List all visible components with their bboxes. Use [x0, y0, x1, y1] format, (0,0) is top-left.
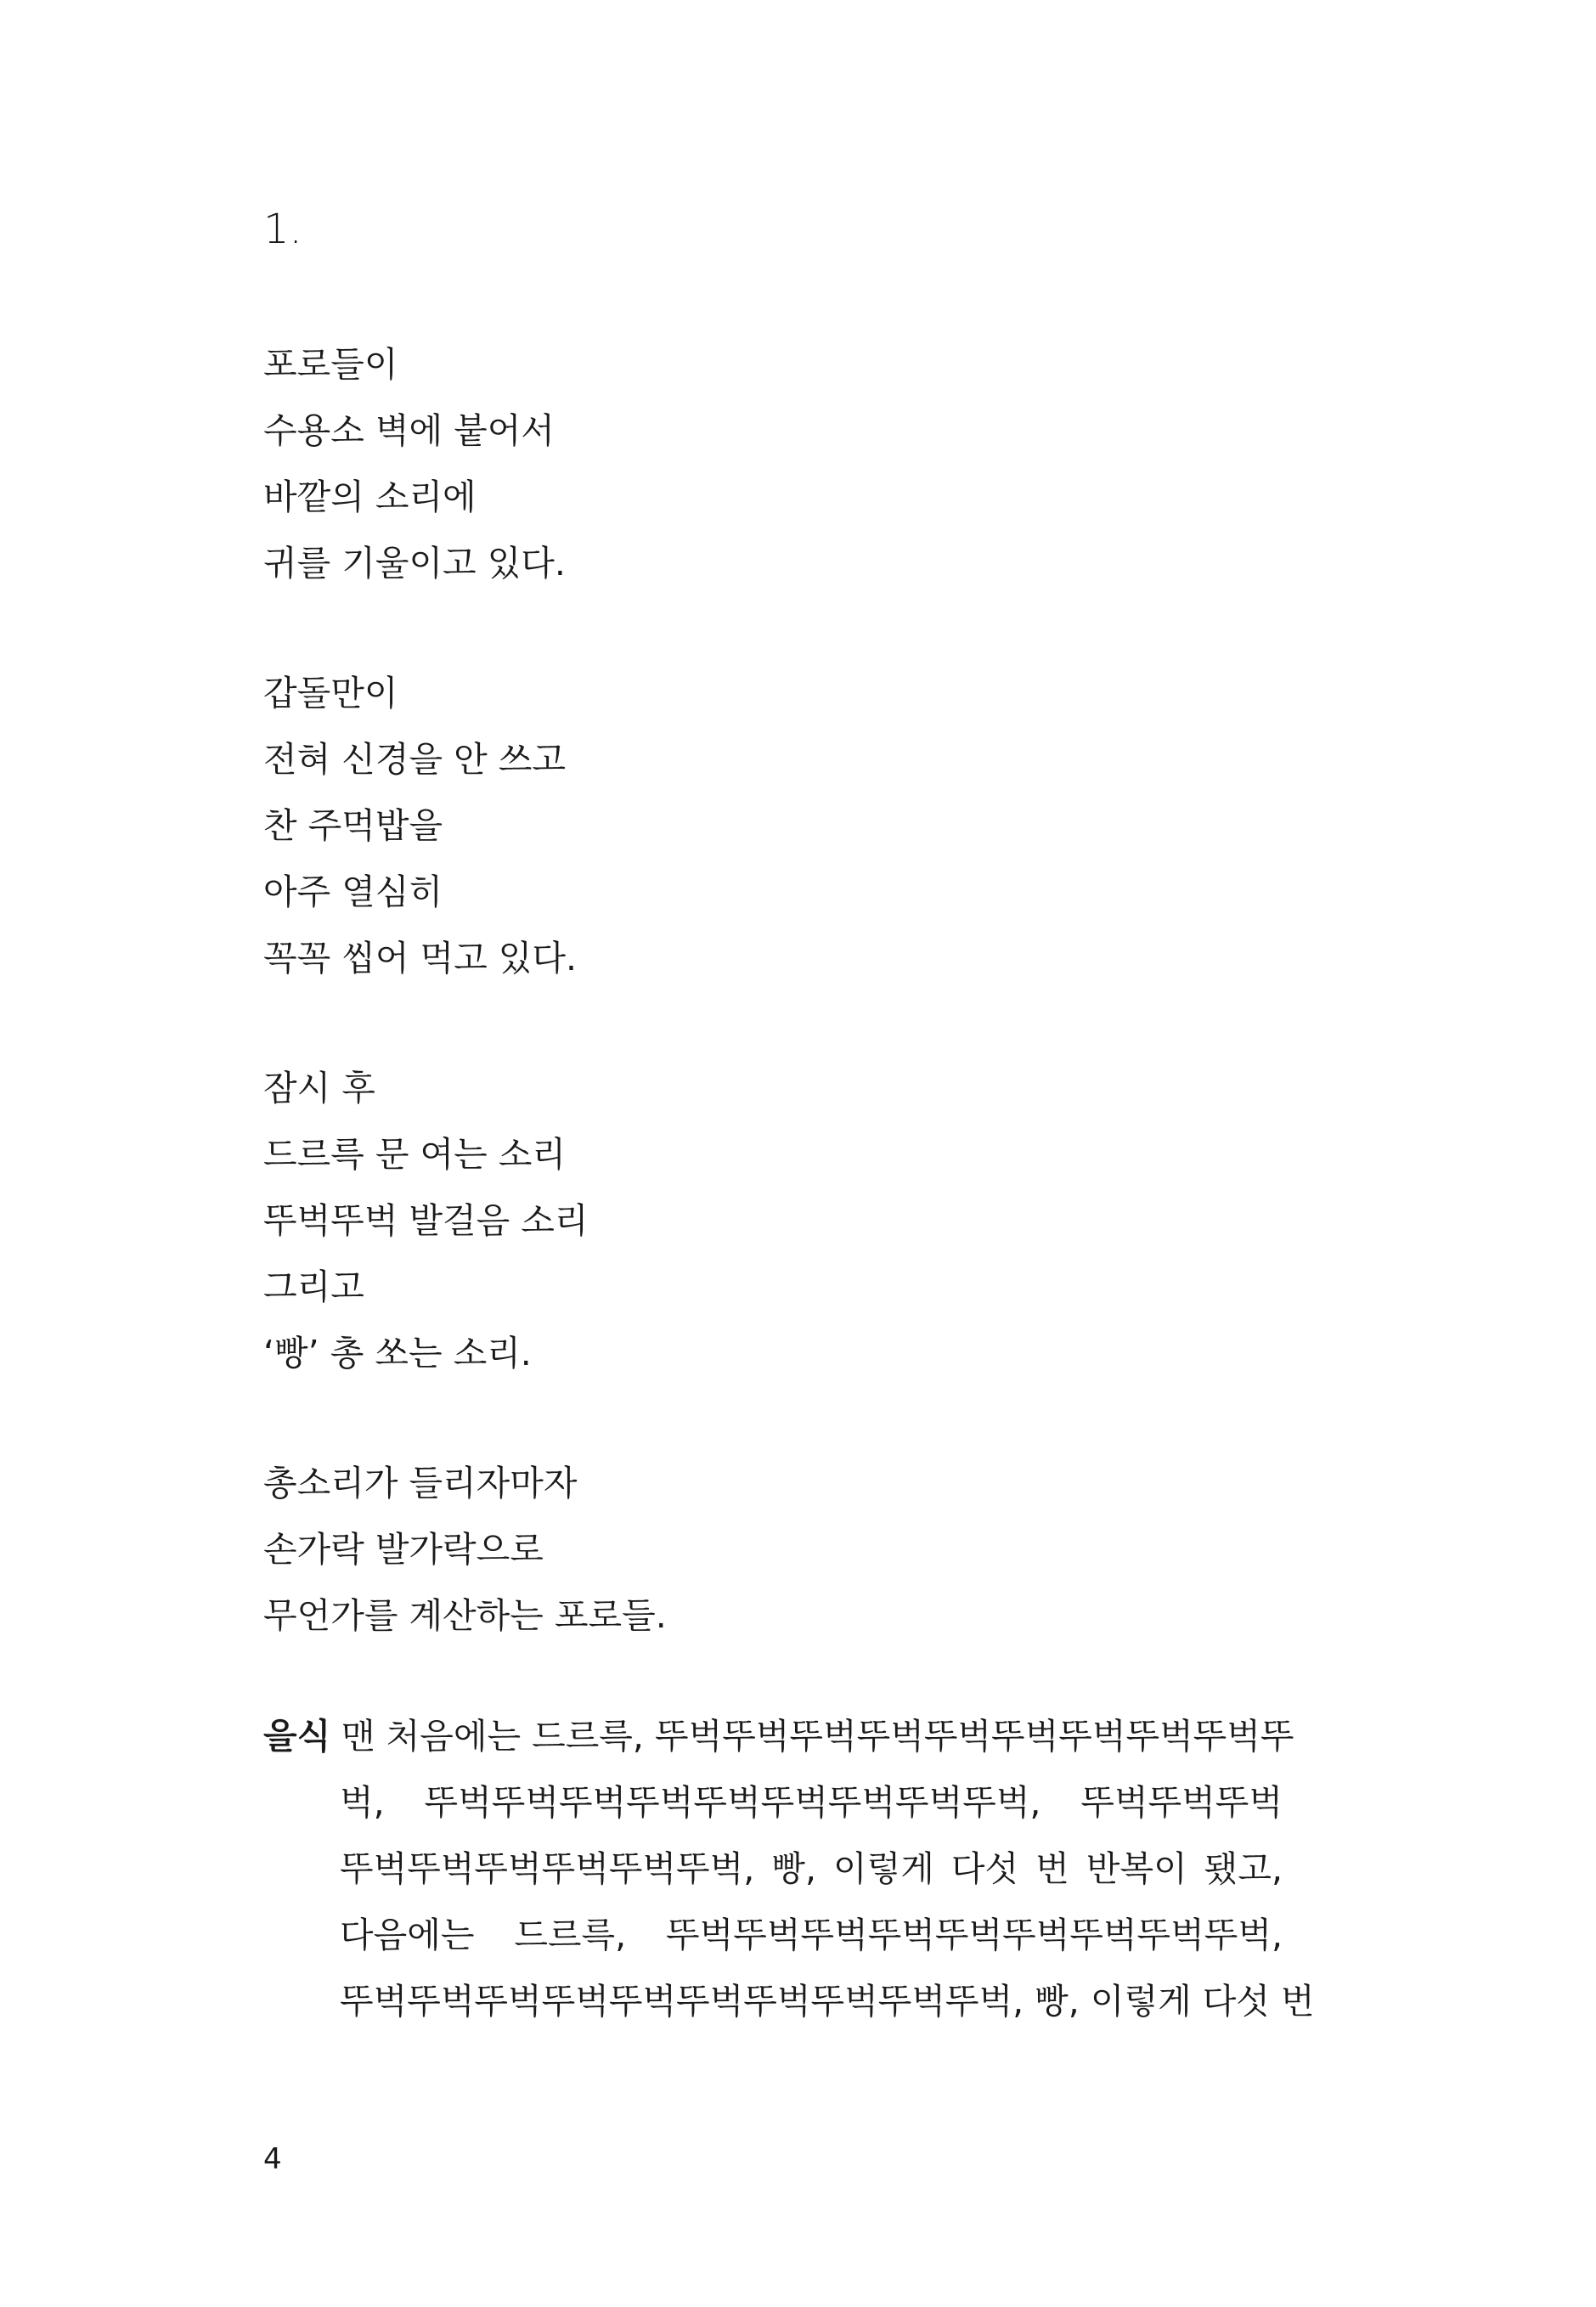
poem-line: 손가락 발가락으로 — [263, 1529, 544, 1570]
poem-line: 귀를 기울이고 있다. — [263, 543, 566, 584]
poem-line: 무언가를 계산하는 포로들. — [263, 1595, 667, 1636]
poem-line: 포로들이 — [263, 344, 398, 385]
poem-line: 뚜벅뚜벅 발걸음 소리 — [263, 1200, 589, 1241]
poem-line: 총소리가 들리자마자 — [263, 1463, 578, 1503]
stanza-1 — [263, 331, 566, 596]
poem-line: 꼭꼭 씹어 먹고 있다. — [263, 938, 577, 979]
speaker-name: 을식 — [263, 1716, 331, 1757]
poem-line: 드르륵 문 여는 소리 — [263, 1134, 566, 1175]
poem-line: 바깥의 소리에 — [263, 477, 477, 517]
speech-line: 뚜벅뚜벅뚜벅뚜벅뚜벅뚜벅뚜벅뚜벅뚜벅뚜벅, 빵, 이렇게 다섯 번 — [340, 1981, 1315, 2022]
page-number: 4 — [263, 2142, 282, 2176]
stanza-4 — [263, 1450, 667, 1649]
poem-line: 잠시 후 — [263, 1068, 375, 1108]
speech-line: 다음에는 드르륵, 뚜벅뚜벅뚜벅뚜벅뚜벅뚜벅뚜벅뚜벅뚜벅, — [340, 1915, 1283, 1955]
poem-line: 전혀 신경을 안 쓰고 — [263, 739, 566, 780]
poem-line: 아주 열심히 — [263, 871, 443, 912]
stanza-3 — [263, 1055, 589, 1386]
speech-line: 벅, 뚜벅뚜벅뚜벅뚜벅뚜벅뚜벅뚜벅뚜벅뚜벅, 뚜벅뚜벅뚜벅 — [340, 1782, 1283, 1823]
poem-line: 그리고 — [263, 1266, 364, 1307]
speech-line: 맨 처음에는 드르륵, 뚜벅뚜벅뚜벅뚜벅뚜벅뚜벅뚜벅뚜벅뚜벅뚜 — [341, 1716, 1294, 1757]
section-number: 1. — [263, 206, 302, 253]
poem-line: 갑돌만이 — [263, 673, 398, 714]
poem-line: ‘빵’ 총 쏘는 소리. — [263, 1333, 532, 1373]
dialogue-block — [263, 1703, 1315, 2034]
poem-line: 찬 주먹밥을 — [263, 805, 443, 846]
stanza-2 — [263, 660, 577, 991]
poem-line: 수용소 벽에 붙어서 — [263, 410, 555, 451]
speech-line: 뚜벅뚜벅뚜벅뚜벅뚜벅뚜벅, 빵, 이렇게 다섯 번 반복이 됐고, — [340, 1848, 1283, 1889]
speech-text — [263, 1703, 1315, 2034]
